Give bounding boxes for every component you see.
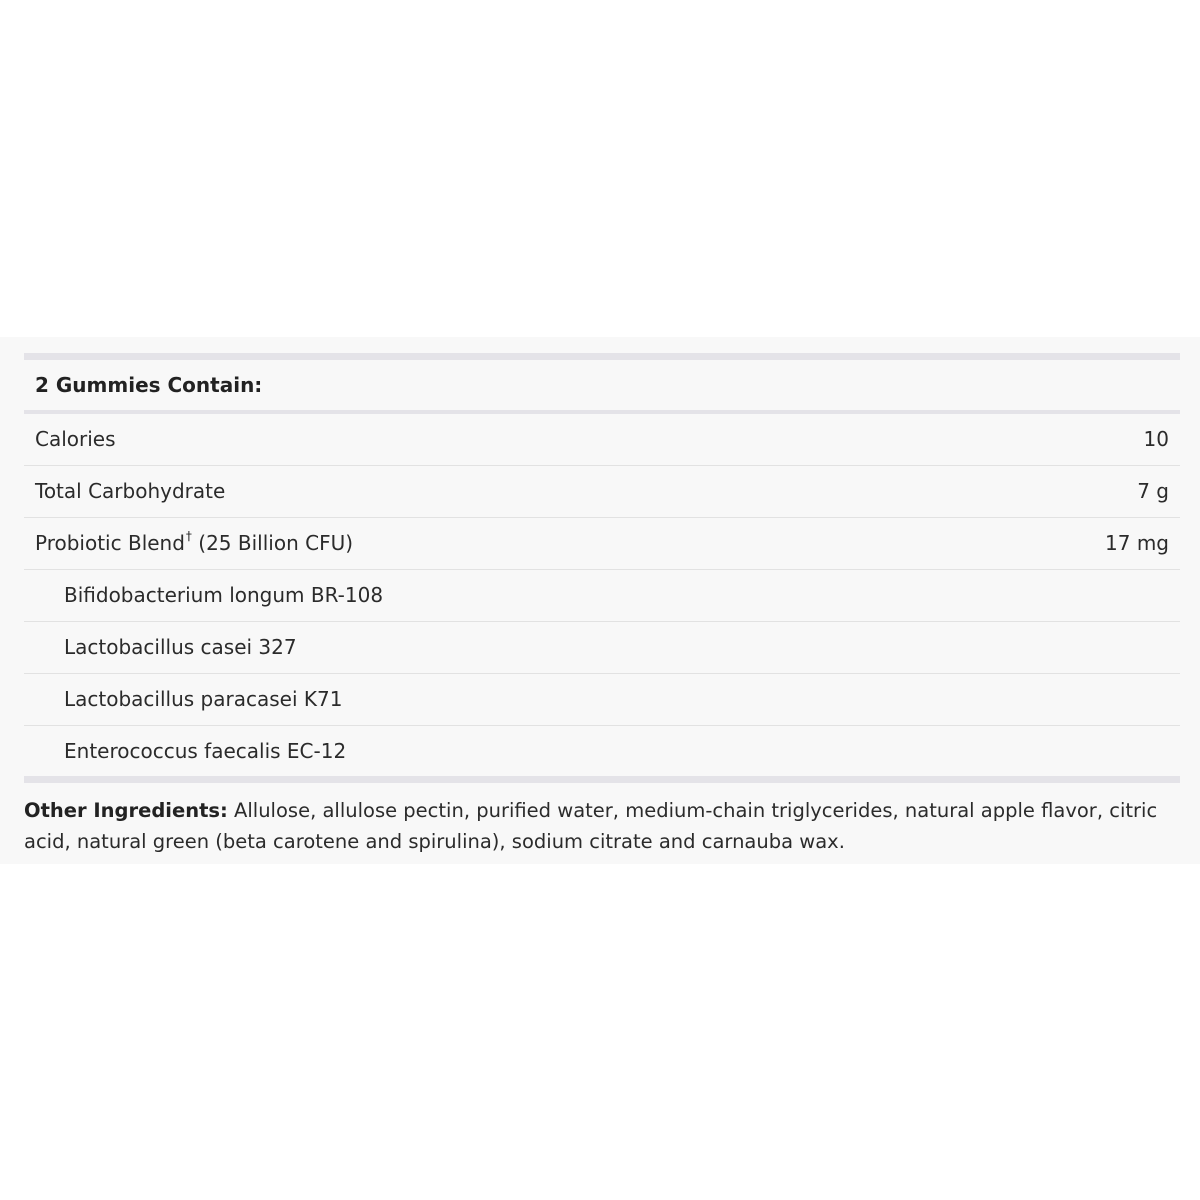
supplement-facts-panel [0, 337, 1200, 864]
row-label: Total Carbohydrate [35, 479, 226, 503]
table-row-calories [24, 414, 1180, 466]
row-label: Calories [35, 427, 116, 451]
table-row-strain [24, 726, 1180, 777]
nutrient-table [24, 414, 1180, 777]
other-ingredients-heading: Other Ingredients: [24, 799, 228, 822]
bottom-divider-bar [24, 776, 1180, 783]
row-value: 17 mg [1105, 531, 1169, 555]
table-row-strain [24, 674, 1180, 726]
table-row-total-carbohydrate [24, 466, 1180, 518]
top-divider-bar [24, 353, 1180, 360]
strain-label: Enterococcus faecalis EC-12 [64, 739, 347, 763]
row-value: 10 [1143, 427, 1169, 451]
row-value: 7 g [1137, 479, 1169, 503]
other-ingredients-text: Allulose, allulose pectin, purified water, medium-chain triglycerides, natural apple flavor, citric acid, natural green (beta carotene and spirulina), sodium citrate and carnauba wax. [24, 799, 1158, 853]
strain-label: Bifidobacterium longum BR-108 [64, 583, 384, 607]
dagger-footnote-mark: † [185, 529, 192, 543]
table-row-probiotic-blend [24, 518, 1180, 570]
table-row-strain [24, 622, 1180, 674]
other-ingredients [24, 795, 1184, 857]
serving-header: 2 Gummies Contain: [35, 373, 263, 397]
strain-label: Lactobacillus paracasei K71 [64, 687, 343, 711]
row-label: Probiotic Blend† (25 Billion CFU) [35, 529, 354, 555]
table-row-strain [24, 570, 1180, 622]
strain-label: Lactobacillus casei 327 [64, 635, 297, 659]
